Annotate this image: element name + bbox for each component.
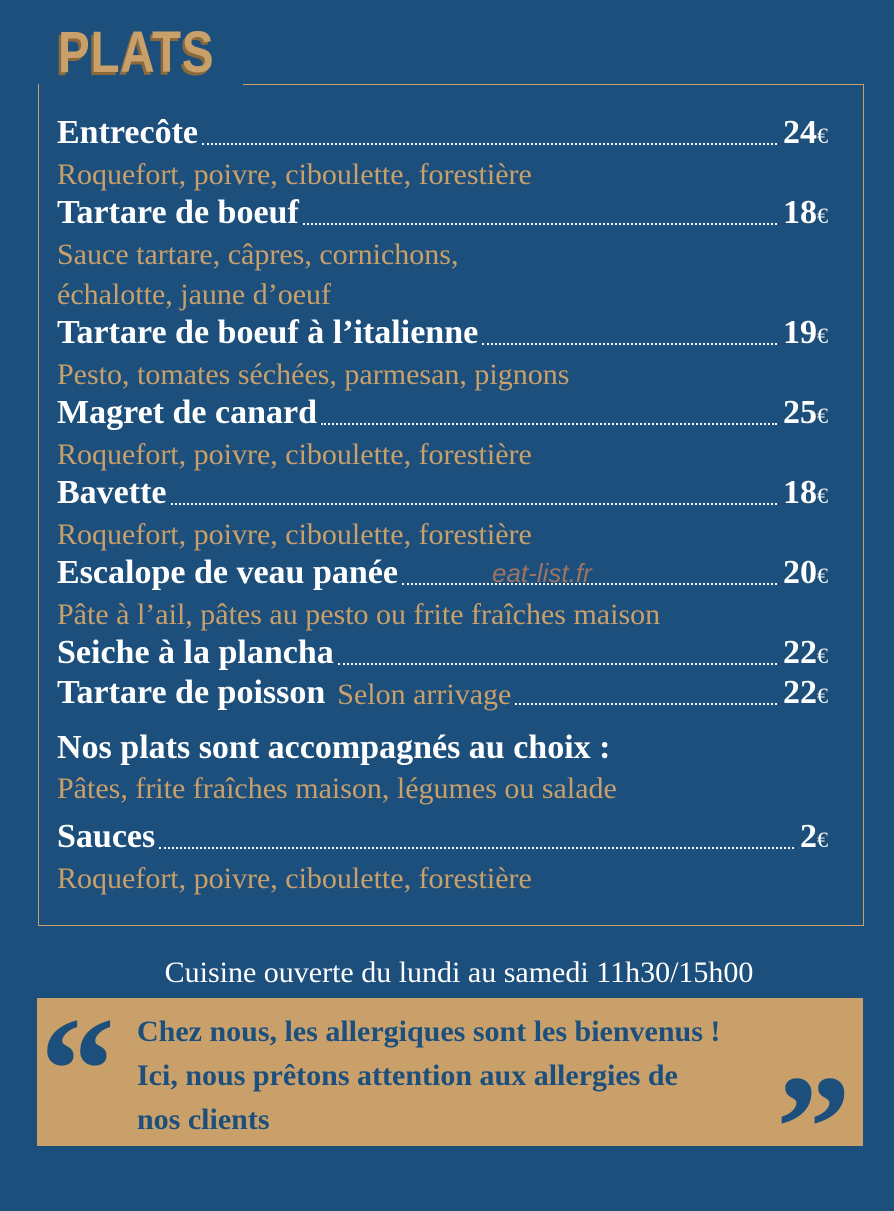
sides-description: Pâtes, frite fraîches maison, légumes ou salade xyxy=(57,772,617,805)
allergy-line: Ici, nous prêtons attention aux allergies de xyxy=(137,1059,678,1092)
item-name: Tartare de boeuf à l’italienne xyxy=(57,314,479,351)
item-name: Tartare de boeuf xyxy=(57,194,299,231)
item-description: Roquefort, poivre, ciboulette, forestière xyxy=(57,438,532,471)
allergy-line: nos clients xyxy=(137,1103,270,1136)
dot-leader xyxy=(303,222,777,225)
allergy-message xyxy=(137,1010,837,1142)
close-quote-icon: ” xyxy=(776,1045,851,1211)
item-name: Bavette xyxy=(57,474,167,511)
item-price: 20€ xyxy=(783,554,828,591)
item-price: 18€ xyxy=(783,194,828,231)
item-name: Seiche à la plancha xyxy=(57,634,334,671)
menu-item-seiche xyxy=(57,636,828,670)
sides-heading: Nos plats sont accompagnés au choix : xyxy=(57,729,611,766)
item-description: Pâte à l’ail, pâtes au pesto ou frite fraîches maison xyxy=(57,598,661,631)
menu-item-entrecote xyxy=(57,116,828,150)
dot-leader xyxy=(482,342,777,345)
opening-hours: Cuisine ouverte du lundi au samedi 11h30/15h00 xyxy=(164,956,754,989)
item-description: Roquefort, poivre, ciboulette, forestière xyxy=(57,158,532,191)
item-price: 22€ xyxy=(783,674,828,711)
item-description: Roquefort, poivre, ciboulette, forestière xyxy=(57,518,532,551)
item-price: 2€ xyxy=(800,818,828,855)
item-price: 19€ xyxy=(783,314,828,351)
sauces-description: Roquefort, poivre, ciboulette, forestière xyxy=(57,862,532,895)
item-name: Tartare de poisson xyxy=(57,674,326,711)
dot-leader xyxy=(321,422,777,425)
item-name: Sauces xyxy=(57,818,156,855)
menu-frame-top-rule xyxy=(243,84,864,85)
menu-item-tartare-poisson xyxy=(57,676,828,710)
watermark: eat-list.fr xyxy=(492,558,592,588)
item-price: 25€ xyxy=(783,394,828,431)
dot-leader xyxy=(338,662,777,665)
allergy-line: Chez nous, les allergiques sont les bienvenus ! xyxy=(137,1015,721,1048)
item-price: 18€ xyxy=(783,474,828,511)
dot-leader xyxy=(515,702,777,705)
menu-item-magret xyxy=(57,396,828,430)
page-title: PLATS xyxy=(58,20,215,85)
menu-item-sauces xyxy=(57,820,828,854)
item-name: Magret de canard xyxy=(57,394,317,431)
item-description: Sauce tartare, câpres, cornichons, xyxy=(57,238,459,271)
item-name: Entrecôte xyxy=(57,114,198,151)
item-price: 24€ xyxy=(783,114,828,151)
item-note: Selon arrivage xyxy=(337,678,512,711)
menu-item-tartare-italienne xyxy=(57,316,828,350)
item-description: Pesto, tomates séchées, parmesan, pignons xyxy=(57,358,570,391)
menu-item-bavette xyxy=(57,476,828,510)
item-name: Escalope de veau panée xyxy=(57,554,398,591)
dot-leader xyxy=(171,502,777,505)
open-quote-icon: “ xyxy=(40,987,115,1153)
item-price: 22€ xyxy=(783,634,828,671)
dot-leader xyxy=(202,142,777,145)
menu-item-escalope xyxy=(57,556,828,590)
item-description: échalotte, jaune d’oeuf xyxy=(57,278,332,311)
menu-item-tartare-boeuf xyxy=(57,196,828,230)
dot-leader xyxy=(159,846,794,849)
